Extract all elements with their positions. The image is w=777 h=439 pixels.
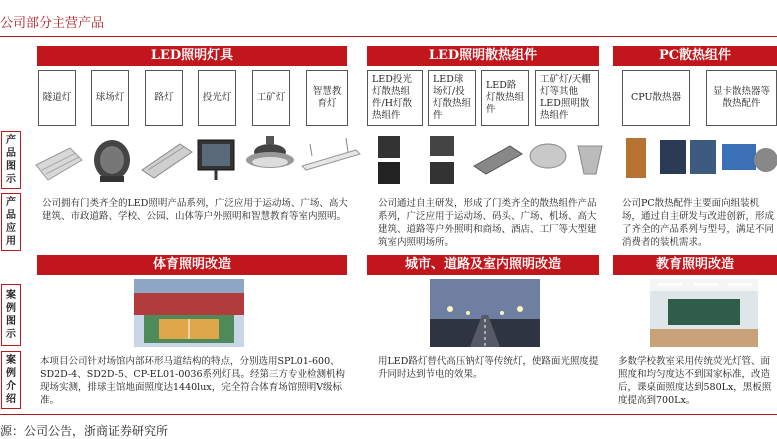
product-box [145, 70, 183, 126]
high-bay-light-image [246, 136, 294, 168]
product-box [198, 70, 236, 126]
title-divider [0, 36, 777, 37]
product-label: CPU散热器 [630, 92, 681, 103]
sports-arena-photo [134, 279, 244, 347]
pc-cooler-images [626, 138, 777, 178]
section-banner-pc-heat: PC散热组件 [613, 46, 777, 66]
section-banner-led-heat: LED照明散热组件 [367, 46, 599, 66]
row-label-product-image: 产品图示 [1, 131, 21, 189]
app-desc-pc-heat: 公司PC散热配件主要面向组装机场，通过自主研发与改进创新，形成了齐全的产品系列与型号，满足不同消费者的装机需求。 [622, 198, 775, 248]
product-box [252, 70, 290, 126]
stadium-light-image [94, 140, 130, 182]
product-label: 隧道灯 [42, 92, 72, 103]
source-note: 源：公司公告，浙商证券研究所 [0, 424, 169, 438]
product-label: 路灯 [154, 92, 174, 103]
app-desc-led-heat: 公司通过自主研发，形成了门类齐全的散热组件产品系列，广泛应用于运动场、码头、广场、机场、高大建筑、道路等户外照明和商场、酒店、工厂等大型建筑室内照明场所。 [378, 198, 597, 248]
case-banner-education: 教育照明改造 [613, 255, 777, 275]
product-label: 显卡散热器等散热配件 [712, 86, 770, 109]
product-box [622, 70, 690, 126]
footer-divider [0, 414, 777, 415]
product-box [481, 70, 529, 126]
app-desc-led-lighting: 公司拥有门类齐全的LED照明产品系列，广泛应用于运动场、广场、高大建筑、市政道路、学校、公园、山体等户外照明和智慧教育等室内照明。 [42, 198, 348, 222]
street-light-image [142, 144, 192, 178]
education-light-image [302, 138, 360, 170]
product-box [706, 70, 777, 126]
product-box [428, 70, 476, 126]
case-banner-city: 城市、道路及室内照明改造 [367, 255, 599, 275]
row-label-case-image: 案例图示 [1, 284, 21, 346]
flood-light-image [198, 140, 234, 180]
product-box [306, 70, 348, 126]
product-box [91, 70, 129, 126]
product-label: LED路灯散热组件 [486, 80, 525, 115]
case-desc-city: 用LED路灯替代高压钠灯等传统灯，使路面光照度提升同时达到节电的效果。 [378, 356, 599, 380]
product-label: 投光灯 [202, 92, 232, 103]
product-label: 工矿灯 [256, 92, 286, 103]
tunnel-light-image [36, 148, 82, 180]
row-label-product-app: 产品应用 [1, 193, 21, 251]
case-desc-sports: 本项目公司针对场馆内部环形马道结构的特点，分别选用SPL01-600、SD2D-4、SD2D-5、CP-EL01-0036系列灯具。经第三方专业检测机构现场实测，排球主馆地面照度达1440lux，完全符合体育场馆照明V级标准。 [40, 356, 346, 406]
product-label: LED投光灯散热组件/H灯散热组件 [372, 74, 412, 121]
page-title: 公司部分主营产品 [0, 16, 105, 31]
product-label: LED球场灯/投灯散热组件 [433, 74, 472, 121]
product-label: 智慧教育灯 [312, 86, 342, 109]
heat-sink-images [378, 136, 602, 184]
case-banner-sports: 体育照明改造 [37, 255, 347, 275]
classroom-photo [650, 279, 758, 347]
row-label-case-intro: 案例介绍 [1, 351, 21, 409]
case-desc-education: 多数学校教室采用传统荧光灯管、面照度和均匀度达不到国家标准，改造后，课桌面照度达到580Lx，黑板照度提高到700Lx。 [618, 356, 772, 406]
product-images [30, 130, 777, 192]
product-box [535, 70, 599, 126]
product-label: 球场灯 [95, 92, 125, 103]
product-box [38, 70, 76, 126]
section-banner-led-lighting: LED照明灯具 [37, 46, 347, 66]
product-label: 工矿灯/天棚灯等其他LED照明散热组件 [540, 74, 591, 121]
product-box [367, 70, 423, 126]
city-road-photo [430, 279, 540, 347]
